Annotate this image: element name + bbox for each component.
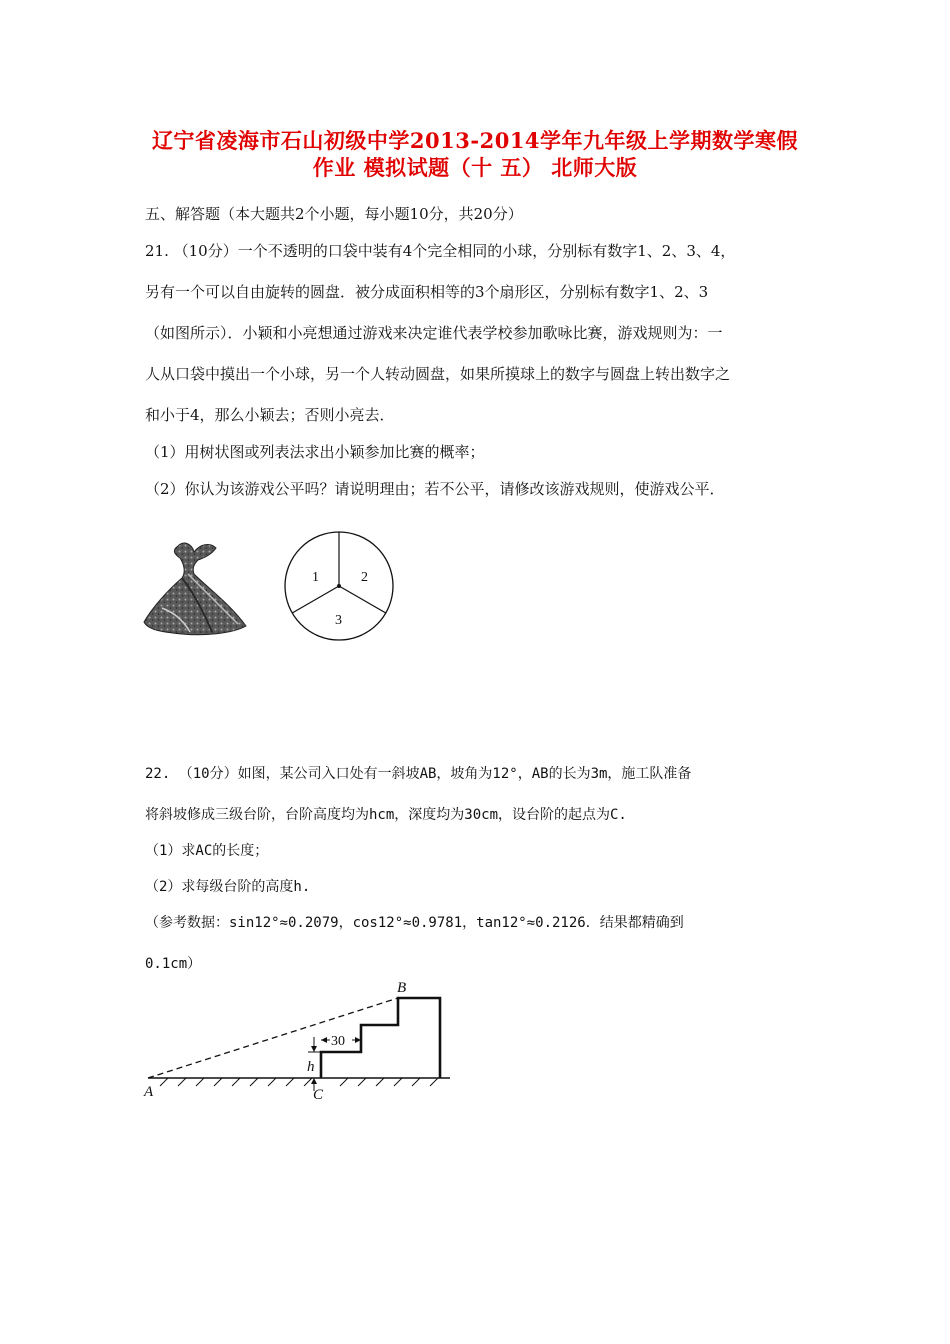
point-c-label: C: [313, 1087, 324, 1103]
document-title-line-2: 作业 模拟试题（十 五） 北师大版: [312, 155, 638, 180]
height-arrow-up: [311, 1078, 317, 1084]
q21-text-line-2: 另有一个可以自由旋转的圆盘．被分成面积相等的3个扇形区，分别标有数字1、2、3: [145, 283, 709, 301]
q22-reference-data-end: 0.1cm）: [145, 956, 202, 972]
q21-part-2: （2）你认为该游戏公平吗？请说明理由；若不公平，请修改该游戏规则，使游戏公平．: [145, 480, 725, 498]
spinner-label-3: 3: [335, 613, 342, 628]
q22-text-line-2: 将斜坡修成三级台阶，台阶高度均为hcm，深度均为30cm，设台阶的起点为C.: [145, 807, 627, 823]
ground-hatching: [160, 1078, 438, 1086]
spinner-divider: [339, 586, 386, 613]
spinner-label-2: 2: [361, 570, 368, 585]
q21-part-1: （1）用树状图或列表法求出小颖参加比赛的概率；: [145, 443, 485, 461]
section-heading: 五、解答题（本大题共2个小题，每小题10分，共20分）: [145, 205, 523, 223]
q21-text-line-5: 和小于4，那么小颖去；否则小亮去．: [145, 406, 395, 424]
height-label: h: [307, 1059, 315, 1075]
spinner-center: [337, 584, 341, 588]
depth-label: 30: [331, 1034, 345, 1049]
spinner-divider: [292, 586, 339, 613]
q21-text-line-1: 21. （10分）一个不透明的口袋中装有4个完全相同的小球，分别标有数字1、2、3、4，: [145, 242, 736, 260]
bag-illustration: [142, 538, 252, 638]
point-b-label: B: [397, 980, 407, 996]
slope-steps-diagram: [140, 975, 460, 1105]
depth-arrow-left: [321, 1037, 327, 1043]
q21-text-line-3: （如图所示）．小颖和小亮想通过游戏来决定谁代表学校参加歌咏比赛，游戏规则为：一: [145, 324, 723, 342]
q21-text-line-4: 人从口袋中摸出一个小球，另一个人转动圆盘，如果所摸球上的数字与圆盘上转出数字之: [145, 365, 731, 383]
q22-part-1: （1）求AC的长度；: [145, 843, 269, 859]
point-a-label: A: [144, 1084, 154, 1100]
q22-text-line-1: 22. （10分）如图，某公司入口处有一斜坡AB，坡角为12°，AB的长为3m，施工队准备: [145, 766, 692, 782]
q22-part-2: （2）求每级台阶的高度h.: [145, 879, 311, 895]
document-title-line-1: 辽宁省凌海市石山初级中学2013-2014学年九年级上学期数学寒假: [151, 128, 799, 153]
q22-reference-data: （参考数据：sin12°≈0.2079，cos12°≈0.9781，tan12°≈0.2126．结果都精确到: [145, 915, 684, 931]
spinner-diagram: [283, 530, 395, 642]
height-arrow-down: [311, 1046, 317, 1052]
spinner-label-1: 1: [312, 570, 319, 585]
